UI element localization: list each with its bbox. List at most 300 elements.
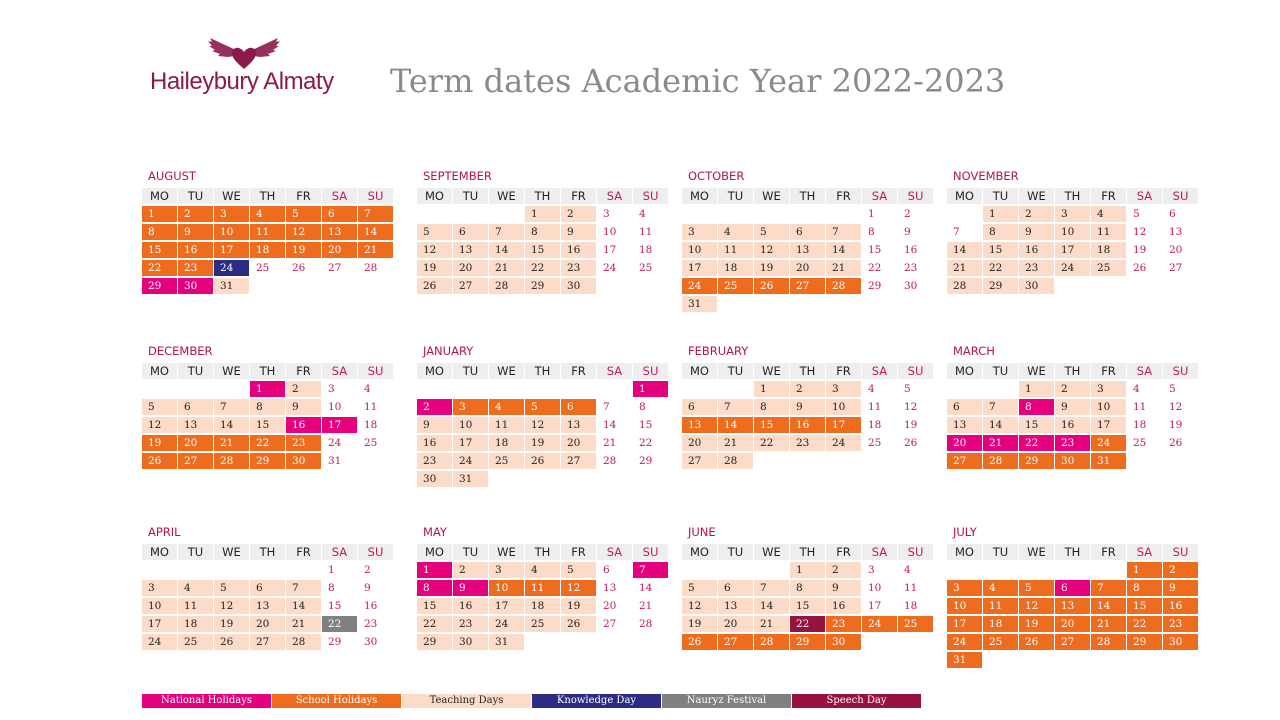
day-cell: 13 [561, 417, 596, 433]
empty-cell [142, 381, 177, 397]
winged-heart-icon [206, 36, 282, 70]
weekday-label: SA [322, 363, 357, 379]
weekday-label: SU [898, 188, 933, 204]
day-cell: 7 [754, 580, 789, 596]
day-cell: 7 [603, 401, 610, 413]
day-cell: 4 [364, 383, 371, 395]
day-cell: 22 [322, 616, 357, 632]
day-cell: 20 [947, 435, 982, 451]
week-row [682, 224, 941, 242]
day-cell: 11 [868, 401, 882, 413]
month-title: APRIL [148, 525, 181, 539]
weekday-label: FR [286, 363, 321, 379]
day-cell: 7 [718, 399, 753, 415]
weekday-label: FR [561, 363, 596, 379]
empty-cell [358, 453, 393, 469]
day-cell: 18 [983, 616, 1018, 632]
day-cell: 23 [453, 616, 488, 632]
weekday-label: MO [417, 544, 452, 560]
empty-cell [754, 453, 789, 469]
week-row [682, 296, 941, 314]
day-cell: 11 [1133, 401, 1147, 413]
empty-cell [322, 278, 357, 294]
day-cell: 1 [417, 562, 452, 578]
day-cell: 27 [561, 453, 596, 469]
day-cell: 30 [1019, 278, 1054, 294]
day-cell: 21 [718, 435, 753, 451]
weekday-label: TH [250, 188, 285, 204]
weekday-label: FR [286, 188, 321, 204]
day-cell: 10 [947, 598, 982, 614]
day-cell: 9 [453, 580, 488, 596]
day-cell: 18 [868, 419, 882, 431]
day-cell: 19 [682, 616, 717, 632]
day-cell: 31 [489, 634, 524, 650]
day-cell: 3 [1055, 206, 1090, 222]
day-cell: 16 [1055, 417, 1090, 433]
day-cell: 8 [1127, 580, 1162, 596]
empty-cell [286, 278, 321, 294]
day-cell: 19 [417, 260, 452, 276]
weekday-label: TH [250, 363, 285, 379]
empty-cell [1091, 652, 1126, 668]
weekday-header [947, 544, 1206, 562]
day-cell: 23 [417, 453, 452, 469]
day-cell: 24 [603, 262, 617, 274]
day-cell: 29 [1019, 453, 1054, 469]
week-row [417, 453, 676, 471]
day-cell: 22 [983, 260, 1018, 276]
weekday-label: SA [862, 363, 897, 379]
day-cell: 6 [718, 580, 753, 596]
weekday-label: SU [358, 188, 393, 204]
day-cell: 30 [1163, 634, 1198, 650]
day-cell: 13 [453, 242, 488, 258]
week-row [947, 278, 1206, 296]
day-cell: 5 [417, 224, 452, 240]
day-cell: 28 [718, 453, 753, 469]
day-cell: 27 [603, 618, 617, 630]
weekday-label: SU [633, 188, 668, 204]
day-cell: 30 [453, 634, 488, 650]
legend-item: Speech Day [792, 694, 921, 708]
day-cell: 31 [682, 296, 717, 312]
week-row [947, 435, 1206, 453]
day-cell: 20 [718, 616, 753, 632]
month-title: JUNE [688, 525, 716, 539]
day-cell: 23 [561, 260, 596, 276]
day-cell: 8 [983, 224, 1018, 240]
month-title: NOVEMBER [953, 169, 1019, 183]
week-row [417, 435, 676, 453]
week-row [417, 278, 676, 296]
day-cell: 10 [214, 224, 249, 240]
day-cell: 27 [453, 278, 488, 294]
week-row [142, 399, 401, 417]
empty-cell [1163, 278, 1198, 294]
month-title: JULY [953, 525, 977, 539]
day-cell: 14 [489, 242, 524, 258]
day-cell: 14 [1091, 598, 1126, 614]
week-row [417, 224, 676, 242]
day-cell: 24 [1055, 260, 1090, 276]
weekday-label: FR [826, 188, 861, 204]
weekday-header [682, 544, 941, 562]
week-row [142, 381, 401, 399]
day-cell: 8 [868, 226, 875, 238]
week-row [682, 381, 941, 399]
week-row [417, 242, 676, 260]
day-cell: 1 [1127, 562, 1162, 578]
day-cell: 5 [754, 224, 789, 240]
day-cell: 30 [286, 453, 321, 469]
day-cell: 7 [214, 399, 249, 415]
day-cell: 28 [214, 453, 249, 469]
day-cell: 3 [489, 562, 524, 578]
day-cell: 12 [142, 417, 177, 433]
weekday-label: SA [597, 188, 632, 204]
day-cell: 3 [947, 580, 982, 596]
day-cell: 24 [947, 634, 982, 650]
day-cell: 22 [639, 437, 653, 449]
day-cell: 16 [790, 417, 825, 433]
day-cell: 19 [1019, 616, 1054, 632]
weekday-label: MO [947, 188, 982, 204]
day-cell: 22 [754, 435, 789, 451]
day-cell: 4 [178, 580, 213, 596]
weekday-label: MO [417, 363, 452, 379]
empty-cell [754, 562, 789, 578]
weekday-label: TH [525, 363, 560, 379]
week-row [947, 634, 1206, 652]
day-cell: 25 [525, 616, 560, 632]
empty-cell [417, 206, 452, 222]
empty-cell [417, 381, 452, 397]
empty-cell [1055, 278, 1090, 294]
weekday-label: FR [286, 544, 321, 560]
empty-cell [525, 471, 560, 487]
week-row [947, 399, 1206, 417]
day-cell: 4 [1091, 206, 1126, 222]
weekday-label: SA [322, 544, 357, 560]
day-cell: 6 [178, 399, 213, 415]
weekday-label: SA [1127, 544, 1162, 560]
empty-cell [898, 453, 933, 469]
day-cell: 7 [489, 224, 524, 240]
day-cell: 12 [754, 242, 789, 258]
empty-cell [1091, 562, 1126, 578]
day-cell: 17 [826, 417, 861, 433]
weekday-label: SA [597, 544, 632, 560]
weekday-label: FR [561, 544, 596, 560]
empty-cell [597, 471, 632, 487]
day-cell: 11 [489, 417, 524, 433]
day-cell: 23 [178, 260, 213, 276]
day-cell: 5 [525, 399, 560, 415]
day-cell: 26 [561, 616, 596, 632]
weekday-label: TU [983, 188, 1018, 204]
day-cell: 18 [525, 598, 560, 614]
month-title: AUGUST [148, 169, 196, 183]
day-cell: 22 [525, 260, 560, 276]
weekday-label: SA [1127, 188, 1162, 204]
day-cell: 6 [561, 399, 596, 415]
month-title: MAY [423, 525, 447, 539]
day-cell: 17 [453, 435, 488, 451]
weekday-label: FR [1091, 544, 1126, 560]
day-cell: 24 [142, 634, 177, 650]
day-cell: 10 [142, 598, 177, 614]
day-cell: 17 [1055, 242, 1090, 258]
day-cell: 25 [364, 437, 378, 449]
week-row [682, 435, 941, 453]
day-cell: 3 [868, 564, 875, 576]
empty-cell [597, 278, 632, 294]
day-cell: 5 [142, 399, 177, 415]
day-cell: 26 [142, 453, 177, 469]
empty-cell [453, 381, 488, 397]
day-cell: 2 [904, 208, 911, 220]
empty-cell [1127, 652, 1162, 668]
week-row [417, 260, 676, 278]
empty-cell [1163, 453, 1198, 469]
day-cell: 28 [286, 634, 321, 650]
day-cell: 10 [868, 582, 882, 594]
day-cell: 22 [868, 262, 882, 274]
weekday-label: MO [947, 544, 982, 560]
week-row [417, 598, 676, 616]
day-cell: 29 [790, 634, 825, 650]
month-title: DECEMBER [148, 344, 213, 358]
day-cell: 28 [489, 278, 524, 294]
day-cell: 29 [142, 278, 177, 294]
day-cell: 8 [790, 580, 825, 596]
day-cell: 19 [904, 419, 918, 431]
day-cell: 27 [250, 634, 285, 650]
week-row [142, 580, 401, 598]
empty-cell [561, 634, 596, 650]
day-cell: 23 [1055, 435, 1090, 451]
day-cell: 12 [904, 401, 918, 413]
day-cell: 9 [561, 224, 596, 240]
day-cell: 11 [639, 226, 653, 238]
day-cell: 23 [904, 262, 918, 274]
day-cell: 24 [453, 453, 488, 469]
empty-cell [489, 381, 524, 397]
weekday-label: FR [826, 363, 861, 379]
weekday-label: SA [322, 188, 357, 204]
day-cell: 27 [682, 453, 717, 469]
day-cell: 6 [250, 580, 285, 596]
day-cell: 26 [682, 634, 717, 650]
week-row [947, 224, 1206, 242]
weekday-header [682, 363, 941, 381]
day-cell: 17 [868, 600, 882, 612]
week-row [417, 381, 676, 399]
weekday-label: FR [1091, 188, 1126, 204]
month-august [142, 169, 401, 296]
day-cell: 25 [178, 634, 213, 650]
day-cell: 15 [142, 242, 177, 258]
day-cell: 9 [904, 226, 911, 238]
empty-cell [214, 562, 249, 578]
week-row [417, 471, 676, 489]
day-cell: 2 [561, 206, 596, 222]
weekday-label: TH [250, 544, 285, 560]
day-cell: 31 [328, 455, 342, 467]
month-title: FEBRUARY [688, 344, 749, 358]
day-cell: 10 [489, 580, 524, 596]
weekday-label: SU [898, 363, 933, 379]
empty-cell [250, 562, 285, 578]
day-cell: 16 [826, 598, 861, 614]
day-cell: 17 [489, 598, 524, 614]
week-row [947, 242, 1206, 260]
day-cell: 19 [1133, 244, 1147, 256]
month-december [142, 344, 401, 471]
day-cell: 5 [1133, 208, 1140, 220]
weekday-label: MO [417, 188, 452, 204]
logo-text: Haileybury Almaty [150, 68, 334, 95]
day-cell: 9 [1163, 580, 1198, 596]
weekday-label: TH [790, 544, 825, 560]
week-row [682, 453, 941, 471]
day-cell: 4 [718, 224, 753, 240]
day-cell: 19 [286, 242, 321, 258]
week-row [417, 580, 676, 598]
day-cell: 26 [904, 437, 918, 449]
day-cell: 26 [417, 278, 452, 294]
day-cell: 17 [322, 417, 357, 433]
month-may [417, 525, 676, 652]
day-cell: 4 [639, 208, 646, 220]
day-cell: 26 [754, 278, 789, 294]
weekday-label: TU [983, 544, 1018, 560]
day-cell: 21 [754, 616, 789, 632]
day-cell: 28 [754, 634, 789, 650]
week-row [682, 634, 941, 652]
week-row [682, 260, 941, 278]
day-cell: 21 [639, 600, 653, 612]
day-cell: 23 [364, 618, 378, 630]
day-cell: 29 [639, 455, 653, 467]
day-cell: 14 [826, 242, 861, 258]
weekday-label: TH [525, 188, 560, 204]
day-cell: 30 [826, 634, 861, 650]
day-cell: 22 [790, 616, 825, 632]
day-cell: 16 [364, 600, 378, 612]
day-cell: 8 [525, 224, 560, 240]
week-row [682, 616, 941, 634]
weekday-label: TU [718, 363, 753, 379]
day-cell: 8 [417, 580, 452, 596]
weekday-label: MO [142, 363, 177, 379]
day-cell: 28 [364, 262, 378, 274]
day-cell: 13 [250, 598, 285, 614]
day-cell: 15 [790, 598, 825, 614]
day-cell: 12 [682, 598, 717, 614]
day-cell: 1 [754, 381, 789, 397]
day-cell: 5 [286, 206, 321, 222]
empty-cell [525, 381, 560, 397]
weekday-label: FR [826, 544, 861, 560]
day-cell: 2 [453, 562, 488, 578]
day-cell: 28 [639, 618, 653, 630]
day-cell: 24 [214, 260, 249, 276]
weekday-label: TH [1055, 363, 1090, 379]
day-cell: 15 [754, 417, 789, 433]
day-cell: 29 [868, 280, 882, 292]
day-cell: 2 [1055, 381, 1090, 397]
day-cell: 7 [983, 399, 1018, 415]
empty-cell [358, 278, 393, 294]
week-row [682, 562, 941, 580]
day-cell: 14 [983, 417, 1018, 433]
week-row [947, 453, 1206, 471]
weekday-label: SU [358, 363, 393, 379]
weekday-label: TU [178, 188, 213, 204]
day-cell: 25 [983, 634, 1018, 650]
week-row [417, 634, 676, 652]
day-cell: 4 [1133, 383, 1140, 395]
week-row [142, 598, 401, 616]
day-cell: 22 [142, 260, 177, 276]
week-row [947, 206, 1206, 224]
day-cell: 29 [328, 636, 342, 648]
day-cell: 17 [214, 242, 249, 258]
day-cell: 28 [983, 453, 1018, 469]
empty-cell [947, 562, 982, 578]
day-cell: 4 [983, 580, 1018, 596]
day-cell: 21 [214, 435, 249, 451]
day-cell: 4 [250, 206, 285, 222]
weekday-label: WE [754, 188, 789, 204]
day-cell: 16 [417, 435, 452, 451]
empty-cell [826, 453, 861, 469]
weekday-label: SU [633, 544, 668, 560]
day-cell: 27 [1169, 262, 1183, 274]
empty-cell [633, 471, 668, 487]
month-june [682, 525, 941, 652]
day-cell: 14 [639, 582, 653, 594]
day-cell: 16 [561, 242, 596, 258]
day-cell: 14 [603, 419, 617, 431]
weekday-label: MO [947, 363, 982, 379]
day-cell: 7 [1091, 580, 1126, 596]
day-cell: 26 [525, 453, 560, 469]
day-cell: 24 [489, 616, 524, 632]
day-cell: 18 [364, 419, 378, 431]
day-cell: 6 [947, 399, 982, 415]
empty-cell [898, 296, 933, 312]
day-cell: 12 [417, 242, 452, 258]
day-cell: 15 [525, 242, 560, 258]
weekday-header [142, 544, 401, 562]
month-september [417, 169, 676, 296]
empty-cell [286, 562, 321, 578]
empty-cell [947, 206, 982, 222]
day-cell: 10 [328, 401, 342, 413]
weekday-label: FR [561, 188, 596, 204]
day-cell: 16 [178, 242, 213, 258]
day-cell: 3 [682, 224, 717, 240]
empty-cell [790, 296, 825, 312]
day-cell: 9 [1055, 399, 1090, 415]
day-cell: 2 [417, 399, 452, 415]
weekday-label: TU [453, 363, 488, 379]
empty-cell [489, 471, 524, 487]
empty-cell [983, 652, 1018, 668]
